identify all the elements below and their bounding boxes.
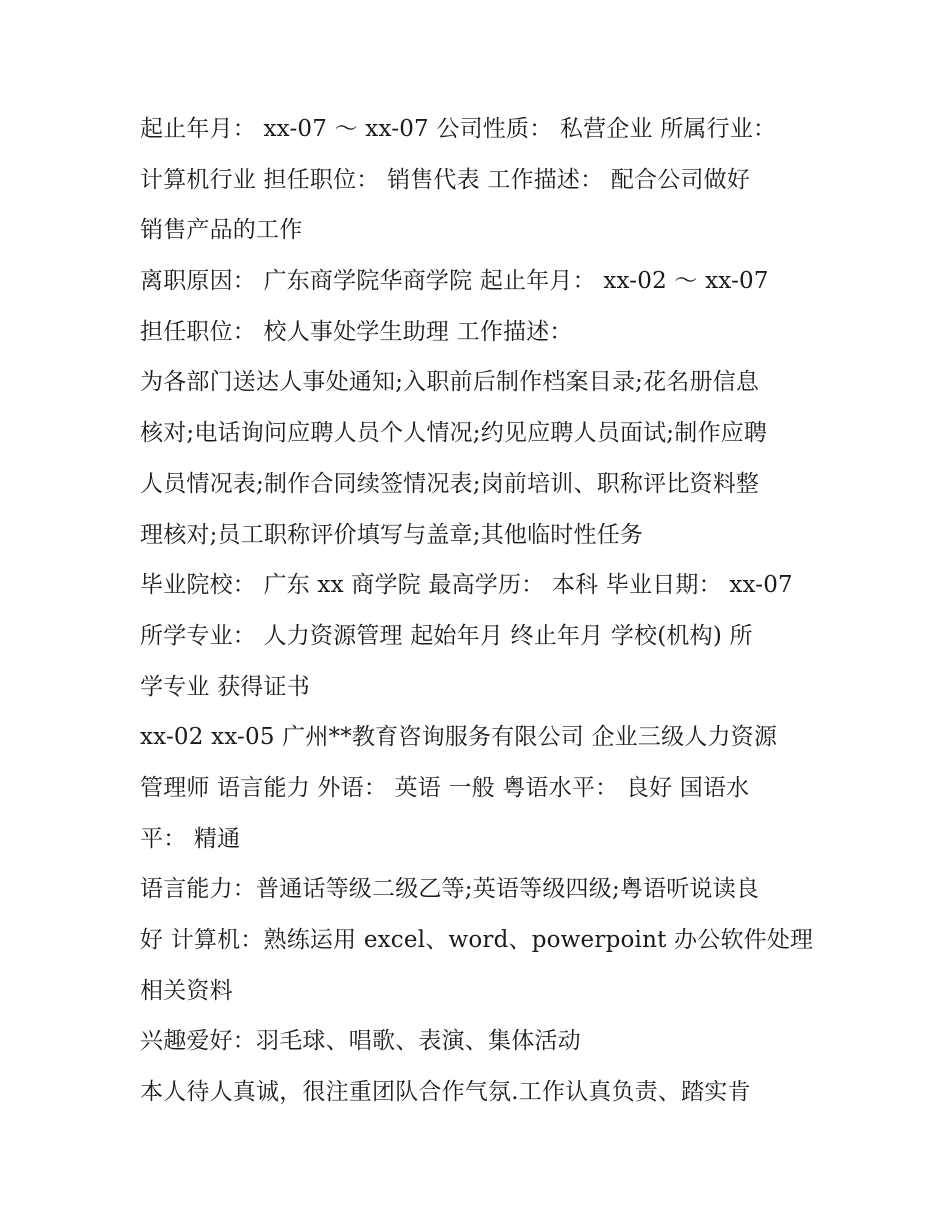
text-line-hobbies: 兴趣爱好：羽毛球、唱歌、表演、集体活动	[140, 1028, 581, 1055]
text-line-position-assistant: 担任职位： 校人事处学生助理 工作描述：	[140, 318, 573, 345]
text-line-sales-work: 销售产品的工作	[140, 217, 303, 244]
text-line-employment-period: 起止年月： xx-07 ～ xx-07 公司性质： 私营企业 所属行业：	[140, 116, 777, 142]
text-line-related-materials: 相关资料	[140, 977, 233, 1004]
text-line-computer-skills: 好 计算机：熟练运用 excel、word、powerpoint 办公软件处理	[140, 927, 814, 953]
text-line-position-sales: 计算机行业 担任职位： 销售代表 工作描述： 配合公司做好	[140, 166, 751, 193]
text-line-duties-4: 理核对;员工职称评价填写与盖章;其他临时性任务	[140, 521, 644, 548]
text-line-graduation: 毕业院校： 广东 xx 商学院 最高学历： 本科 毕业日期： xx-07	[140, 572, 793, 599]
text-line-duties-2: 核对;电话询问应聘人员个人情况;约见应聘人员面试;制作应聘	[140, 420, 768, 447]
text-line-major: 所学专业： 人力资源管理 起始年月 终止年月 学校(机构) 所	[140, 622, 753, 649]
text-line-duties-3: 人员情况表;制作合同续签情况表;岗前培训、职称评比资料整	[140, 470, 760, 497]
text-line-duties-1: 为各部门送达人事处通知;入职前后制作档案目录;花名册信息	[140, 369, 760, 396]
text-line-language-detail: 语言能力：普通话等级二级乙等;英语等级四级;粤语听说读良	[140, 876, 760, 903]
text-line-language-ability: 管理师 语言能力 外语： 英语 一般 粤语水平： 良好 国语水	[140, 774, 750, 801]
text-line-mandarin-level: 平： 精通	[140, 825, 241, 852]
text-line-leave-reason: 离职原因： 广东商学院华商学院 起止年月： xx-02 ～ xx-07	[140, 268, 769, 295]
text-line-training: xx-02 xx-05 广州**教育咨询服务有限公司 企业三级人力资源	[140, 724, 778, 751]
text-line-self-evaluation: 本人待人真诚，很注重团队合作气氛.工作认真负责、踏实肯	[140, 1079, 751, 1106]
text-line-certificates: 学专业 获得证书	[140, 673, 310, 700]
document-body	[140, 104, 820, 1118]
